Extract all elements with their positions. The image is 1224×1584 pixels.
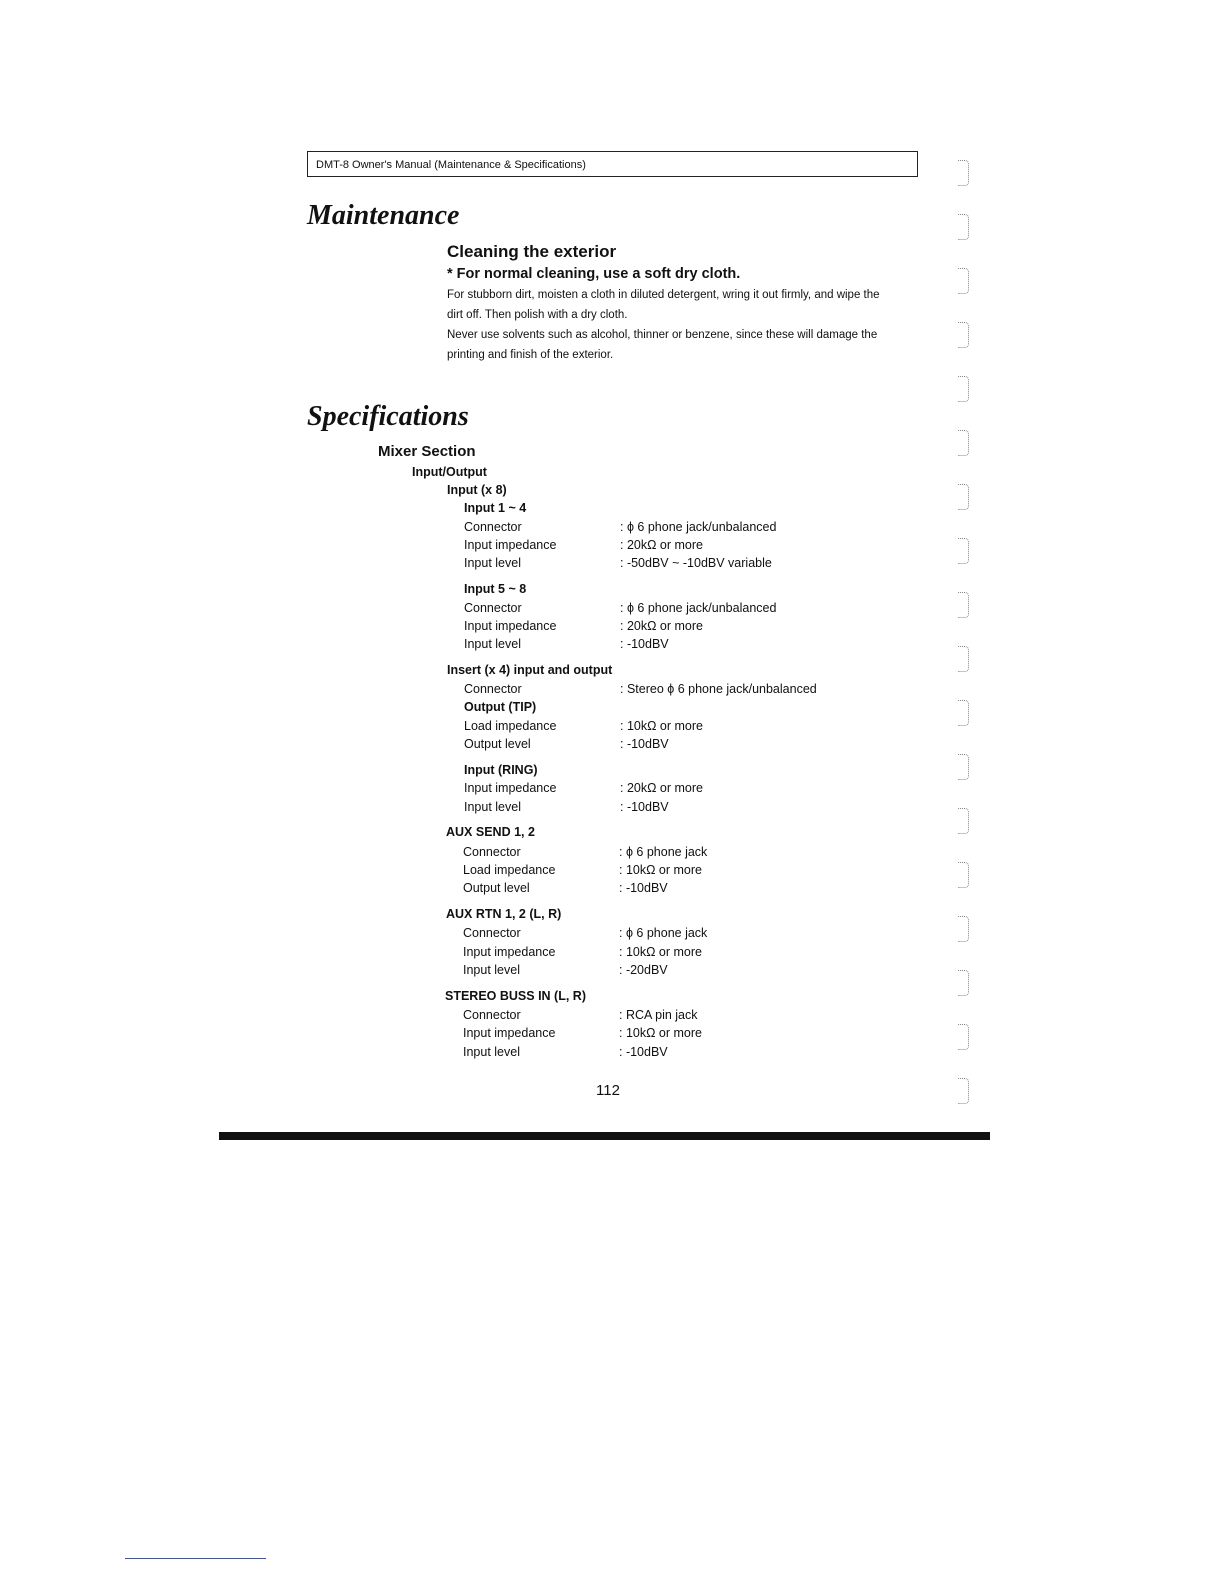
spec-label: Input level [464,556,521,570]
footer-underline [125,1558,266,1559]
cleaning-paragraph [447,285,927,365]
aux-send-heading: AUX SEND 1, 2 [446,825,535,839]
insert-heading: Insert (x 4) input and output [447,663,613,677]
page-header: DMT-8 Owner's Manual (Maintenance & Specifications) [307,151,918,177]
mixer-section-heading: Mixer Section [378,443,476,460]
spec-label: Connector [464,520,522,534]
spec-label: Load impedance [463,863,556,877]
input-ring-heading: Input (RING) [464,763,538,777]
specifications-title: Specifications [307,401,469,432]
cleaning-note: * For normal cleaning, use a soft dry cloth. [447,266,741,282]
spec-value: : 10kΩ or more [619,863,702,877]
input-1-4-heading: Input 1 ~ 4 [464,501,527,515]
spec-value: : Stereo ϕ 6 phone jack/unbalanced [620,682,817,696]
input-output-heading: Input/Output [412,465,487,479]
spec-value: : -10dBV [620,637,669,651]
spec-label: Connector [463,926,521,940]
spec-value: : RCA pin jack [619,1008,698,1022]
spec-value: : ϕ 6 phone jack [619,926,708,940]
spec-value: : -20dBV [619,963,668,977]
spec-value: : 20kΩ or more [620,538,703,552]
paragraph-line: dirt off. Then polish with a dry cloth. [447,309,628,321]
spec-value: : 10kΩ or more [619,945,702,959]
spec-label: Output level [463,881,530,895]
spec-value: : -10dBV [619,1045,668,1059]
spec-label: Output level [464,737,531,751]
spec-label: Connector [463,845,521,859]
cleaning-subtitle: Cleaning the exterior [447,242,617,261]
spec-label: Input impedance [463,1026,556,1040]
spec-label: Connector [464,601,522,615]
spec-value: : 10kΩ or more [619,1026,702,1040]
paragraph-line: Never use solvents such as alcohol, thinner or benzene, since these will damage the [447,329,878,341]
spec-label: Input level [463,1045,520,1059]
spec-value: : -10dBV [620,800,669,814]
input-group-heading: Input (x 8) [447,483,507,497]
spec-label: Connector [464,682,522,696]
stereo-buss-heading: STEREO BUSS IN (L, R) [445,989,586,1003]
maintenance-title: Maintenance [307,200,460,231]
spec-label: Connector [463,1008,521,1022]
spec-label: Input level [464,800,521,814]
paragraph-line: For stubborn dirt, moisten a cloth in diluted detergent, wring it out firmly, and wipe the [447,289,880,301]
spec-value: : 20kΩ or more [620,619,703,633]
output-tip-heading: Output (TIP) [464,700,537,714]
spec-value: : ϕ 6 phone jack [619,845,708,859]
spec-label: Input impedance [464,781,557,795]
spec-value: : ϕ 6 phone jack/unbalanced [620,520,777,534]
spec-label: Input level [464,637,521,651]
input-5-8-heading: Input 5 ~ 8 [464,582,527,596]
spec-value: : 10kΩ or more [620,719,703,733]
spec-value: : 20kΩ or more [620,781,703,795]
page-number: 112 [596,1082,620,1099]
spec-label: Input impedance [463,945,556,959]
aux-rtn-heading: AUX RTN 1, 2 (L, R) [446,907,562,921]
spec-value: : ϕ 6 phone jack/unbalanced [620,601,777,615]
binding-marks [958,160,972,1132]
spec-label: Input impedance [464,619,557,633]
spec-label: Load impedance [464,719,557,733]
spec-label: Input impedance [464,538,557,552]
paragraph-line: printing and finish of the exterior. [447,349,614,361]
bottom-rule [219,1132,990,1140]
spec-value: : -10dBV [620,737,669,751]
spec-value: : -50dBV ~ -10dBV variable [620,556,772,570]
spec-value: : -10dBV [619,881,668,895]
spec-label: Input level [463,963,520,977]
